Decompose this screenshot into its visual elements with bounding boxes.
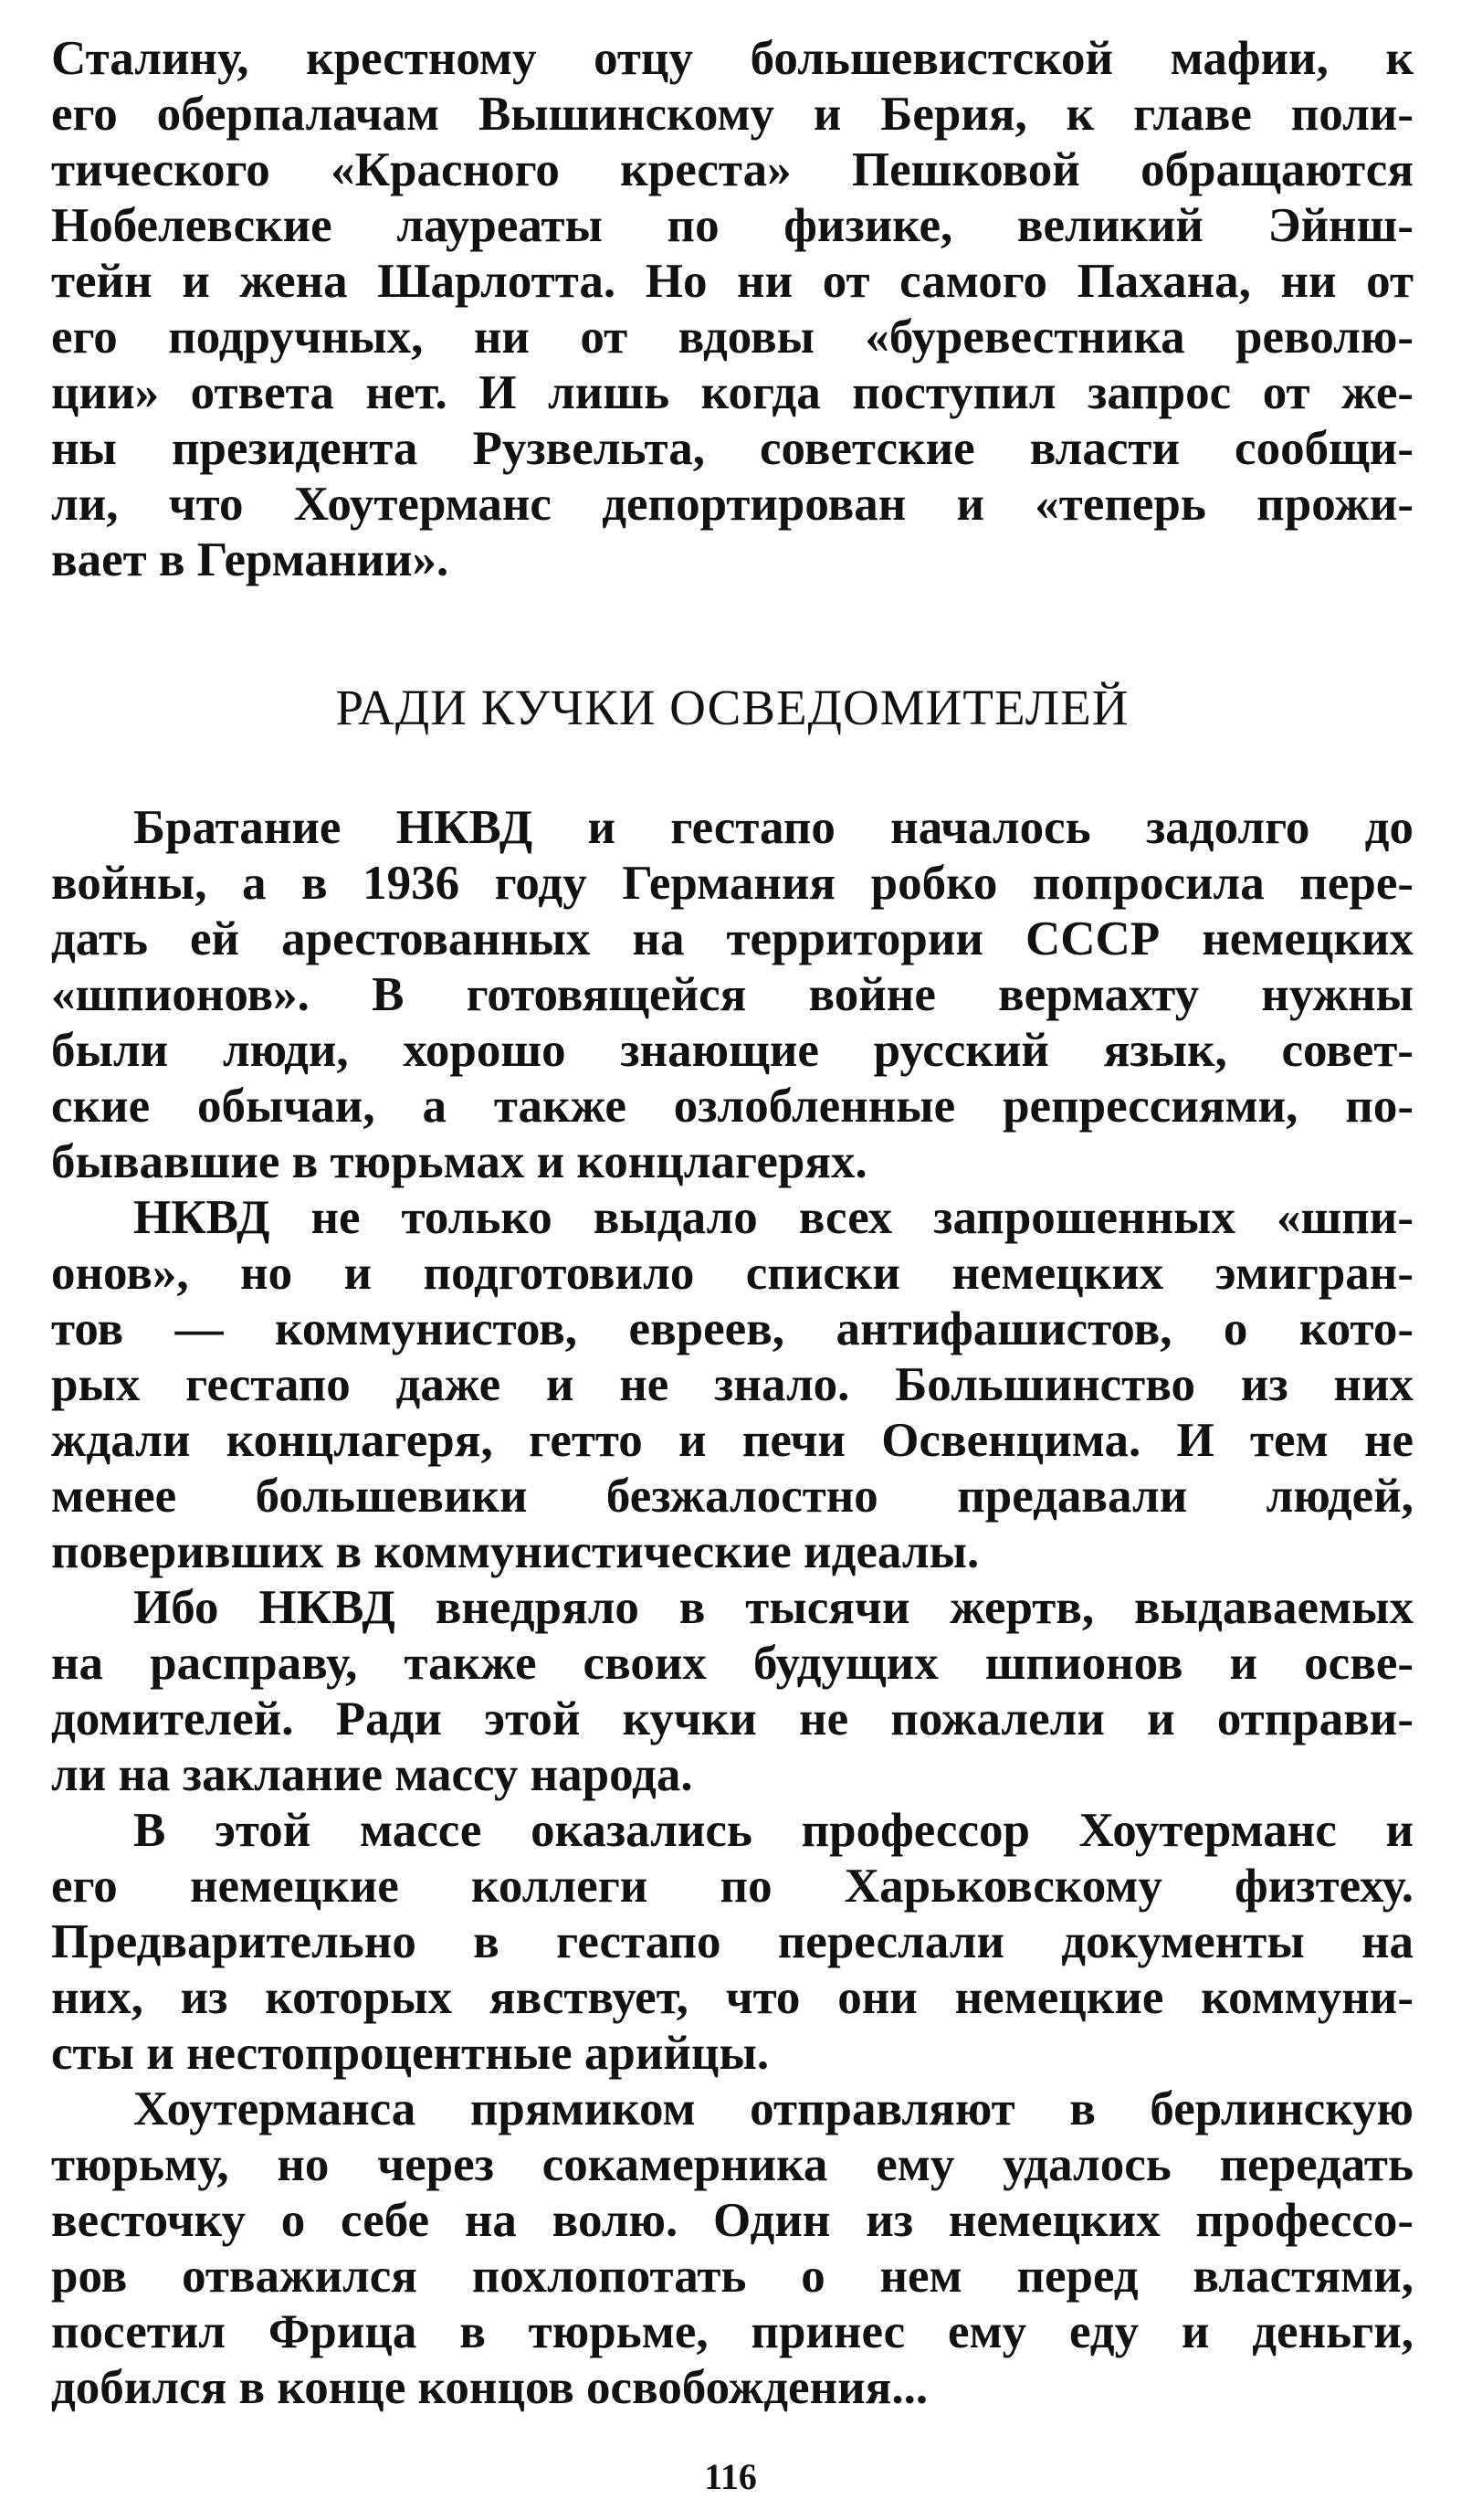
- text-line: были люди, хорошо знающие русский язык, совет-: [51, 1024, 1414, 1077]
- paragraph: [51, 1580, 1414, 1803]
- paragraph: [51, 1803, 1414, 2082]
- text-line: тического «Красного креста» Пешковой обращаются: [51, 143, 1414, 196]
- text-line: бывавшие в тюрьмах и концлагерях.: [51, 1135, 867, 1188]
- text-line: рых гестапо даже и не знало. Большинство из них: [51, 1358, 1414, 1411]
- text-line: дать ей арестованных на территории СССР немецких: [51, 912, 1414, 965]
- paragraph: [51, 800, 1414, 1190]
- text-line: Ибо НКВД внедряло в тысячи жертв, выдаваемых: [133, 1581, 1414, 1634]
- text-line: его подручных, ни от вдовы «буревестника револю-: [51, 311, 1414, 364]
- text-line: добился в конце концов освобождения...: [51, 2361, 929, 2414]
- text-line: менее большевики безжалостно предавали людей,: [51, 1470, 1414, 1523]
- text-line: ские обычаи, а также озлобленные репрессиями, по-: [51, 1080, 1414, 1133]
- text-line: Предварительно в гестапо переслали документы на: [51, 1915, 1414, 1968]
- text-line: вает в Германии».: [51, 533, 449, 586]
- text-line: В этой массе оказались профессор Хоутерманс и: [133, 1804, 1414, 1857]
- text-line: ли, что Хоутерманс депортирован и «теперь прожи-: [51, 478, 1414, 531]
- text-line: Нобелевские лауреаты по физике, великий Эйнш-: [51, 199, 1414, 252]
- text-line: домителей. Ради этой кучки не пожалели и отправи-: [51, 1692, 1414, 1745]
- page-number: 116: [704, 2456, 757, 2497]
- text-line: тюрьму, но через сокамерника ему удалось передать: [51, 2138, 1414, 2191]
- section-heading: РАДИ КУЧКИ ОСВЕДОМИТЕЛЕЙ: [335, 680, 1130, 735]
- text-line: «шпионов». В готовящейся войне вермахту нужны: [51, 968, 1414, 1021]
- text-line: сты и нестопроцентные арийцы.: [51, 2027, 770, 2080]
- text-line: Братание НКВД и гестапо началось задолго до: [133, 801, 1414, 854]
- text-line: ции» ответа нет. И лишь когда поступил запрос от же-: [51, 366, 1414, 419]
- text-line: тейн и жена Шарлотта. Но ни от самого Пахана, ни от: [51, 255, 1414, 308]
- text-line: ров отважился похлопотать о нем перед властями,: [51, 2250, 1414, 2303]
- text-line: НКВД не только выдало всех запрошенных «шпи-: [133, 1191, 1414, 1244]
- paragraph: [51, 2082, 1414, 2416]
- text-line: его оберпалачам Вышинскому и Берия, к главе поли-: [51, 88, 1414, 141]
- text-line: посетил Фрица в тюрьме, принес ему еду и деньги,: [51, 2305, 1414, 2358]
- text-line: Хоутерманса прямиком отправляют в берлинскую: [133, 2082, 1414, 2135]
- text-line: ны президента Рузвельта, советские власти сообщи-: [51, 422, 1414, 475]
- text-line: поверивших в коммунистические идеалы.: [51, 1525, 980, 1578]
- text-line: войны, а в 1936 году Германия робко попросила пере-: [51, 857, 1414, 910]
- text-line: них, из которых явствует, что они немецкие коммуни-: [51, 1971, 1414, 2024]
- text-line: Сталину, крестному отцу большевистской мафии, к: [51, 32, 1414, 85]
- text-line: его немецкие коллеги по Харьковскому физтеху.: [51, 1860, 1414, 1913]
- text-line: на расправу, также своих будущих шпионов и осве-: [51, 1637, 1414, 1690]
- text-line: тов — коммунистов, евреев, антифашистов, о кото-: [51, 1302, 1414, 1355]
- paragraph: [51, 1190, 1414, 1580]
- text-line: весточку о себе на волю. Один из немецких профессо-: [51, 2194, 1414, 2247]
- intro-paragraph: [51, 31, 1414, 588]
- text-line: ли на заклание массу народа.: [51, 1748, 693, 1801]
- text-line: онов», но и подготовило списки немецких эмигран-: [51, 1247, 1414, 1300]
- text-line: ждали концлагеря, гетто и печи Освенцима. И тем не: [51, 1414, 1414, 1467]
- section-body: [51, 800, 1414, 2416]
